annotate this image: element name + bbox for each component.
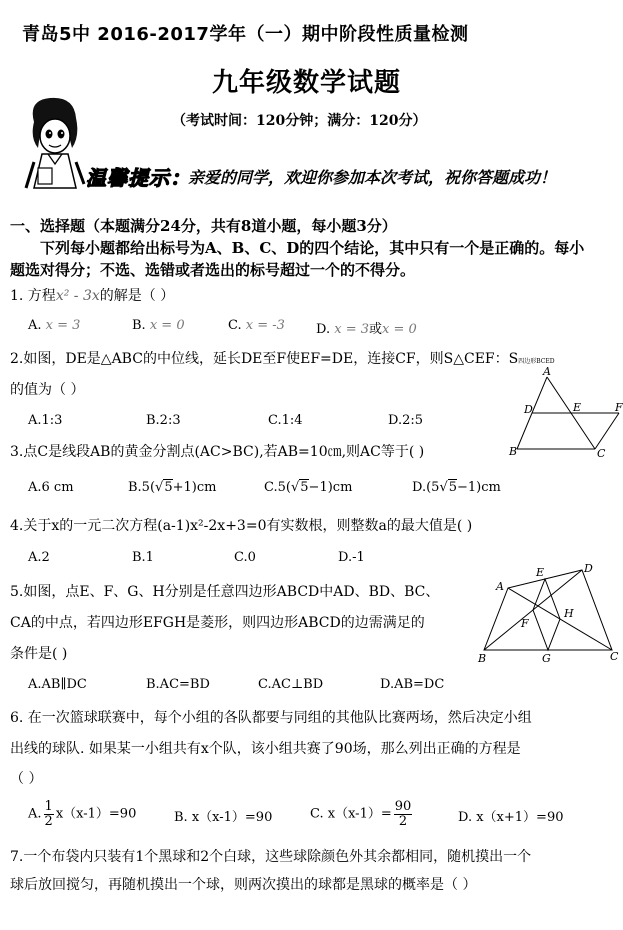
section-heading: 一、选择题（本题满分24分，共有8道小题，每小题3分） <box>10 217 397 235</box>
question-5-stem-line3: 条件是( ) <box>10 646 68 662</box>
question-2-option-c: C.1:4 <box>268 413 303 428</box>
question-4-stem: 4.关于x的一元二次方程(a-1)x²-2x+3=0有实数根，则整数a的最大值是( ) <box>10 518 473 534</box>
question-3-option-a: A.6 cm <box>28 480 74 495</box>
cartoon-teacher-illustration <box>24 92 86 190</box>
question-1-option-c: C. x = -3 <box>228 318 285 333</box>
section-instruction-line2: 题选对得分；不选、选错或者选出的标号超过一个的不得分。 <box>10 261 416 279</box>
fig5-label-h: H <box>564 607 574 620</box>
question-3-stem: 3.点C是线段AB的黄金分割点(AC>BC),若AB=10㎝,则AC等于( ) <box>10 444 425 460</box>
question-5-option-c: C.AC⊥BD <box>258 677 324 692</box>
question-5-figure <box>472 560 622 665</box>
fig2-label-f: F <box>615 401 623 414</box>
question-4-option-a: A.2 <box>28 550 50 565</box>
question-2-stem-line2: 的值为（ ） <box>10 382 85 398</box>
question-6-option-b: B. x（x-1）=90 <box>174 810 273 825</box>
question-6-option-d: D. x（x+1）=90 <box>458 810 564 825</box>
section-instruction-line1: 下列每小题都给出标号为A、B、C、D的四个结论，其中只有一个是正确的。每小 <box>40 239 585 257</box>
fig2-label-c: C <box>597 447 606 459</box>
question-4-option-b: B.1 <box>132 550 154 565</box>
question-4-option-d: D.-1 <box>338 550 365 565</box>
fig5-quad-efgh <box>533 579 560 650</box>
question-5-stem-line2: CA的中点，若四边形EFGH是菱形，则四边形ABCD的边需满足的 <box>10 615 425 631</box>
question-2-option-a: A.1:3 <box>28 413 63 428</box>
question-7-stem-line1: 7.一个布袋内只装有1个黑球和2个白球，这些球除颜色外其余都相同，随机摸出一个 <box>10 849 532 865</box>
fig5-label-b: B <box>478 652 487 665</box>
question-1-option-b: B. x = 0 <box>132 318 185 333</box>
question-5-option-a: A.AB∥DC <box>28 677 87 692</box>
question-7-stem-line2: 球后放回搅匀，再随机摸出一个球，则两次摸出的球都是黑球的概率是（ ） <box>10 877 477 893</box>
fig5-label-e: E <box>536 566 545 579</box>
exam-subtitle: （考试时间：120分钟；满分：120分） <box>172 113 427 129</box>
question-2-figure <box>505 367 623 459</box>
fig5-label-d: D <box>584 562 593 575</box>
question-6-stem-line1: 6. 在一次篮球联赛中，每个小组的各队都要与同组的其他队比赛两场，然后决定小组 <box>10 710 532 726</box>
question-5-option-d: D.AB=DC <box>380 677 445 692</box>
question-5-option-b: B.AC=BD <box>146 677 210 692</box>
question-6-stem-line3: （ ） <box>10 771 43 787</box>
question-1-option-a: A. x = 3 <box>28 318 81 333</box>
question-3-option-b: B.5(√5+1)cm <box>128 480 217 495</box>
question-4-option-c: C.0 <box>234 550 256 565</box>
tip-text: 亲爱的同学，欢迎你参加本次考试，祝你答题成功！ <box>188 168 557 187</box>
question-6-stem-line2: 出线的球队. 如果某一小组共有x个队，该小组共赛了90场，那么列出正确的方程是 <box>10 741 521 757</box>
exam-heading: 青岛5中 2016-2017学年（一）期中阶段性质量检测 <box>22 24 469 45</box>
question-2-stem-line1: 2.如图，DE是△ABC的中位线，延长DE至F使EF=DE，连接CF，则S△CEF：S四边形BCED <box>10 351 555 367</box>
fig2-line-cf <box>595 413 619 449</box>
fig2-label-a: A <box>543 367 551 378</box>
fig2-label-b: B <box>509 445 518 458</box>
fig2-label-e: E <box>573 401 582 414</box>
question-1-stem: 1. 方程x² - 3x的解是（ ） <box>10 288 175 304</box>
fig5-label-a: A <box>496 580 504 593</box>
question-6-option-c: C. x（x-1）= $\frac{90}{2}$ <box>310 799 412 829</box>
question-5-stem-line1: 5.如图，点E、F、G、H分别是任意四边形ABCD中AD、BD、BC、 <box>10 584 440 600</box>
page-title: 九年级数学试题 <box>212 68 402 98</box>
question-1-option-d: D. x = 3或x = 0 <box>316 322 417 337</box>
fig5-label-f: F <box>521 617 529 630</box>
question-3-option-d: D.(5√5−1)cm <box>412 480 501 495</box>
fig2-label-d: D <box>524 403 533 416</box>
question-2-option-d: D.2:5 <box>388 413 424 428</box>
fig5-label-c: C <box>610 650 619 663</box>
tip-label: 温馨提示： <box>86 166 191 190</box>
question-2-option-b: B.2:3 <box>146 413 181 428</box>
question-6-option-a: A. $\frac{1}{2}$ x（x-1）=90 <box>28 799 137 829</box>
question-3-option-c: C.5(√5−1)cm <box>264 480 353 495</box>
fig5-label-g: G <box>542 652 551 665</box>
